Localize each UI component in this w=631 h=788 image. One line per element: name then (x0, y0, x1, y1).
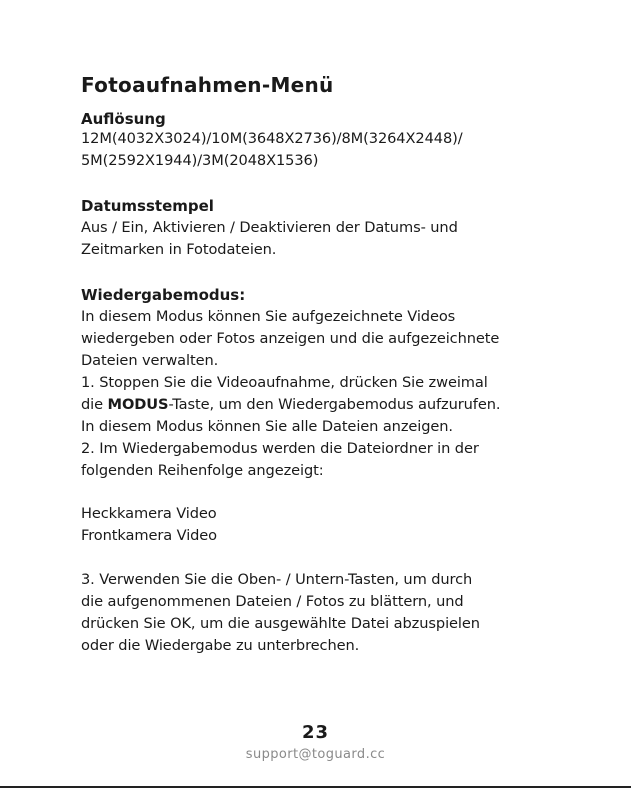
playback-line-7: 2. Im Wiedergabemodus werden die Dateiordner in der (81, 440, 479, 457)
step3-line-2: die aufgenommenen Dateien / Fotos zu blättern, und (81, 593, 464, 610)
support-email: support@toguard.cc (245, 747, 386, 762)
folder-item-rear: Heckkamera Video (81, 505, 217, 522)
date-stamp-heading: Datumsstempel (81, 197, 214, 215)
page-title: Fotoaufnahmen-Menü (81, 73, 334, 97)
page-number: 23 (301, 722, 330, 743)
modus-line-before: die (81, 396, 108, 413)
playback-line-4: 1. Stoppen Sie die Videoaufnahme, drücken Sie zweimal (81, 374, 488, 391)
playback-heading: Wiedergabemodus: (81, 286, 246, 304)
modus-line-after: -Taste, um den Wiedergabemodus aufzurufen. (168, 396, 501, 413)
modus-keyword: MODUS (107, 396, 169, 413)
playback-line-6: In diesem Modus können Sie alle Dateien anzeigen. (81, 418, 453, 435)
folder-item-front: Frontkamera Video (81, 527, 218, 544)
modus-line (81, 394, 500, 416)
date-stamp-line-2: Zeitmarken in Fotodateien. (81, 241, 277, 258)
playback-line-2: wiedergeben oder Fotos anzeigen und die aufgezeichnete (81, 330, 500, 347)
resolution-heading: Auflösung (81, 110, 166, 128)
playback-line-8: folgenden Reihenfolge angezeigt: (81, 462, 324, 479)
resolution-line-2: 5M(2592X1944)/3M(2048X1536) (81, 152, 319, 169)
date-stamp-line-1: Aus / Ein, Aktivieren / Deaktivieren der Datums- und (81, 219, 458, 236)
playback-line-1: In diesem Modus können Sie aufgezeichnete Videos (81, 308, 456, 325)
playback-line-3: Dateien verwalten. (81, 352, 219, 369)
step3-line-4: oder die Wiedergabe zu unterbrechen. (81, 637, 360, 654)
step3-line-3: drücken Sie OK, um die ausgewählte Datei abzuspielen (81, 615, 480, 632)
resolution-line-1: 12M(4032X3024)/10M(3648X2736)/8M(3264X2448)/ (81, 130, 463, 147)
step3-line-1: 3. Verwenden Sie die Oben- / Untern-Tasten, um durch (81, 571, 473, 588)
